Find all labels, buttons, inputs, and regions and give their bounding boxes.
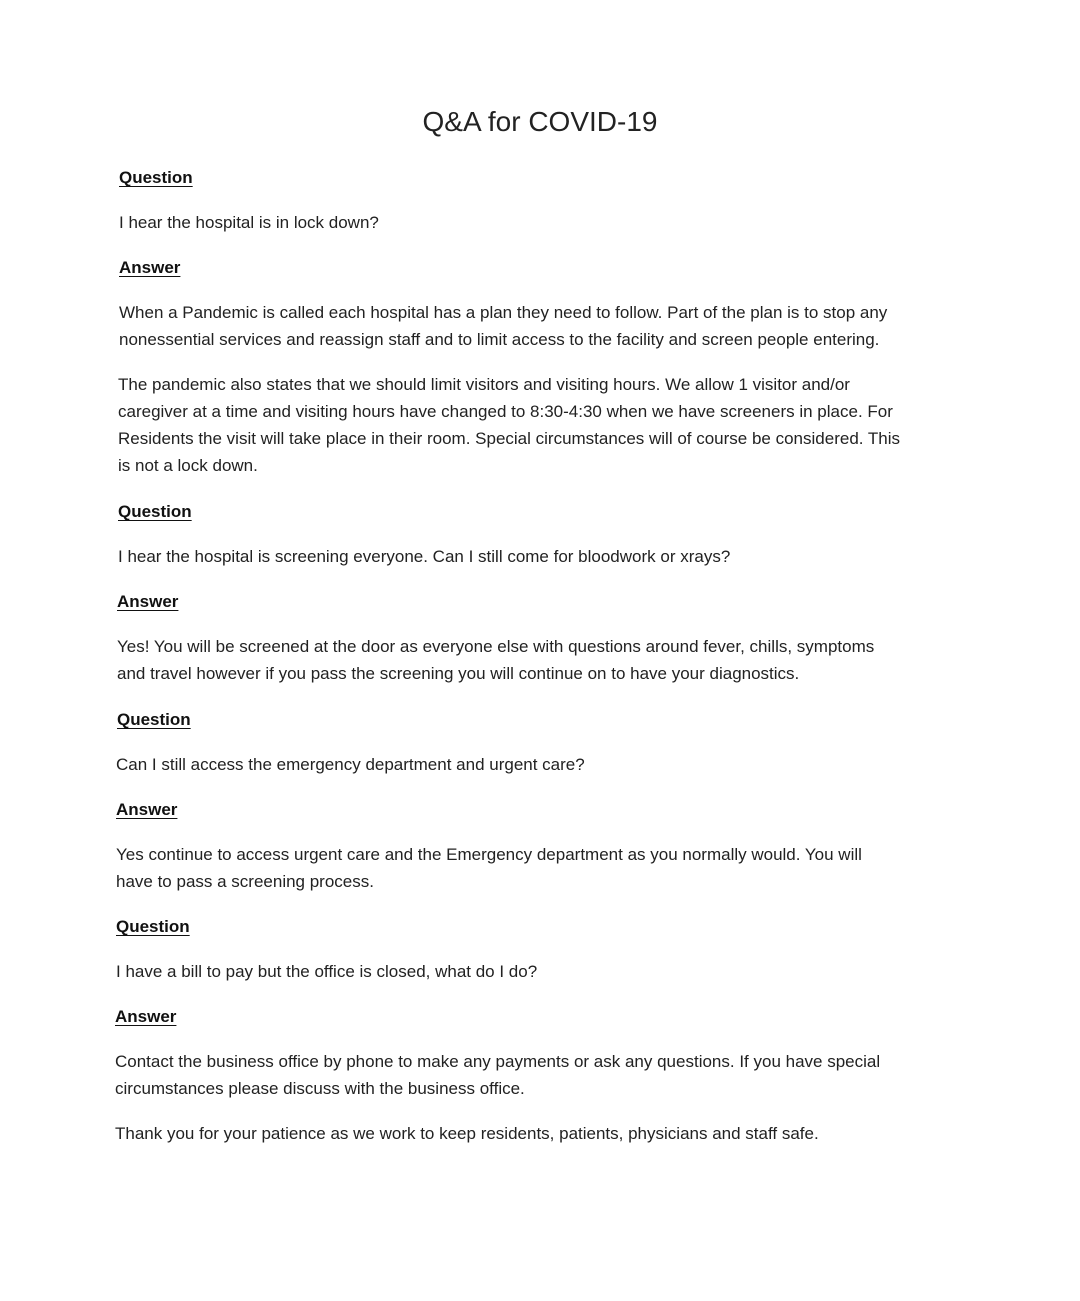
- answer-paragraph: [117, 633, 874, 687]
- answer-line: When a Pandemic is called each hospital has a plan they need to follow. Part of the plan is to stop any: [119, 303, 888, 322]
- answer-line: Yes continue to access urgent care and the Emergency department as you normally would. You will: [116, 845, 862, 864]
- question-heading: Question: [119, 168, 193, 187]
- answer-paragraph: [116, 841, 862, 895]
- answer-line: The pandemic also states that we should limit visitors and visiting hours. We allow 1 visitor and/or: [118, 375, 850, 394]
- question-heading: Question: [118, 502, 192, 521]
- question-heading: Question: [117, 710, 191, 729]
- answer-paragraph: [118, 371, 900, 479]
- answer-line: nonessential services and reassign staff and to limit access to the facility and screen people entering.: [119, 330, 880, 349]
- answer-line: Contact the business office by phone to make any payments or ask any questions. If you have special: [115, 1052, 881, 1071]
- answer-line: Yes! You will be screened at the door as everyone else with questions around fever, chills, symptoms: [117, 637, 875, 656]
- answer-line: Residents the visit will take place in their room. Special circumstances will of course be considered. This: [118, 429, 901, 448]
- answer-line: and travel however if you pass the screening you will continue on to have your diagnostics.: [117, 664, 800, 683]
- question-text: Can I still access the emergency department and urgent care?: [116, 755, 585, 774]
- answer-line: is not a lock down.: [118, 456, 258, 475]
- question-text: I hear the hospital is screening everyone. Can I still come for bloodwork or xrays?: [118, 547, 731, 566]
- question-text: I hear the hospital is in lock down?: [119, 213, 379, 232]
- answer-heading: Answer: [116, 800, 178, 819]
- question-text: I have a bill to pay but the office is closed, what do I do?: [116, 962, 538, 981]
- answer-paragraph: [119, 299, 887, 353]
- page-title: Q&A for COVID-19: [422, 106, 658, 137]
- answer-line: caregiver at a time and visiting hours have changed to 8:30-4:30 when we have screeners in place. For: [118, 402, 893, 421]
- answer-line: circumstances please discuss with the business office.: [115, 1079, 525, 1098]
- answer-heading: Answer: [115, 1007, 177, 1026]
- answer-line: have to pass a screening process.: [116, 872, 374, 891]
- question-heading: Question: [116, 917, 190, 936]
- answer-heading: Answer: [117, 592, 179, 611]
- closing-text: Thank you for your patience as we work to keep residents, patients, physicians and staff safe.: [115, 1124, 819, 1143]
- answer-heading: Answer: [119, 258, 181, 277]
- answer-paragraph: [115, 1048, 880, 1102]
